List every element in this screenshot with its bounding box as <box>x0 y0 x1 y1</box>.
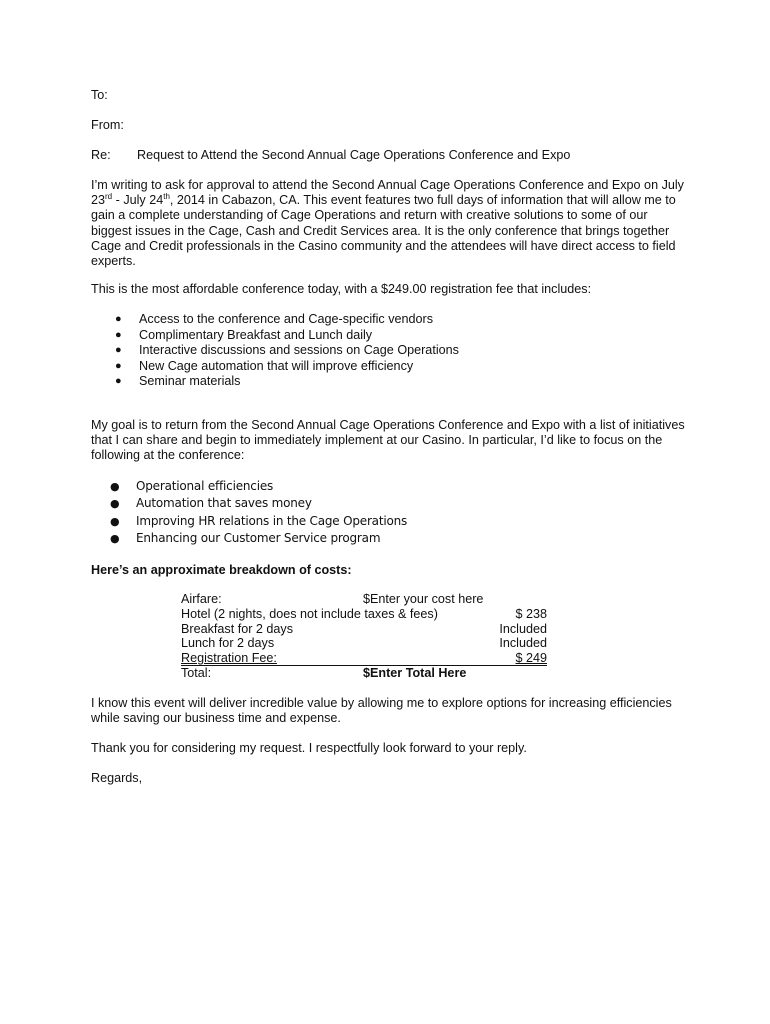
cost-table <box>181 592 547 681</box>
list-item-text: Complimentary Breakfast and Lunch daily <box>139 327 373 342</box>
table-row <box>181 622 547 637</box>
table-row <box>181 666 547 681</box>
bullet-icon: ● <box>115 359 122 372</box>
re-label: Re: <box>91 148 111 162</box>
list-item <box>110 530 407 547</box>
bullet-icon: ● <box>115 344 122 357</box>
intro-sup-1: rd <box>105 192 113 202</box>
list-item <box>113 328 459 344</box>
re-subject: Request to Attend the Second Annual Cage Operations Conference and Expo <box>137 148 571 162</box>
table-row <box>181 592 547 607</box>
thanks-sentence: Thank you for considering my request. I respectfully look forward to your reply. <box>91 741 527 755</box>
hotel-value: $ 238 <box>515 606 547 621</box>
bullet-icon: ● <box>115 313 122 325</box>
bullet-icon: ● <box>115 328 122 341</box>
lunch-label: Lunch for 2 days <box>181 636 275 651</box>
table-row <box>181 607 547 622</box>
list-item <box>113 343 459 359</box>
list-item <box>113 359 459 375</box>
airfare-label: Airfare: <box>181 592 222 606</box>
bullet-icon: ● <box>110 497 120 511</box>
intro-paragraph <box>91 178 691 269</box>
breakfast-value: Included <box>499 621 547 636</box>
from-label: From: <box>91 118 124 132</box>
table-row <box>181 651 547 666</box>
list-item-text: New Cage automation that will improve efficiency <box>139 358 414 373</box>
list-item-text: Seminar materials <box>139 374 241 389</box>
breakfast-label: Breakfast for 2 days <box>181 621 293 636</box>
list-item <box>113 374 459 390</box>
list-item-text: Operational efficiencies <box>136 479 274 493</box>
list-item-text: Enhancing our Customer Service program <box>136 530 381 545</box>
bullet-icon: ● <box>110 531 120 545</box>
list-item <box>113 312 459 328</box>
list-item-text: Improving HR relations in the Cage Operations <box>136 513 408 528</box>
closing: Regards, <box>91 771 143 785</box>
hotel-label: Hotel (2 nights, does not include taxes & fees) <box>181 606 438 621</box>
goal-paragraph: My goal is to return from the Second Annual Cage Operations Conference and Expo with a list of initiatives that I can share and begin to immediately implement at our Casino. In particular, I’d like to focus on the following at the conference: <box>91 418 685 463</box>
bullet-icon: ● <box>110 514 120 528</box>
fee-sentence: This is the most affordable conference today, with a $249.00 registration fee that includes: <box>91 282 592 296</box>
total-label: Total: <box>181 665 212 680</box>
total-divider <box>181 665 547 666</box>
intro-sup-2: th <box>163 192 170 202</box>
table-row <box>181 636 547 651</box>
intro-text-2: - July 24 <box>112 193 164 208</box>
lunch-value: Included <box>499 636 547 651</box>
to-label: To: <box>91 88 108 102</box>
breakdown-heading: Here’s an approximate breakdown of costs: <box>91 563 352 577</box>
list-item <box>110 513 407 530</box>
list-item <box>110 495 407 512</box>
registration-label: Registration Fee: <box>181 651 277 666</box>
total-value: $Enter Total Here <box>363 665 467 680</box>
registration-value: $ 249 <box>515 651 547 666</box>
bullet-icon: ● <box>110 480 120 493</box>
list-item-text: Interactive discussions and sessions on Cage Operations <box>139 343 459 358</box>
intro-text-3: , 2014 in Cabazon, CA. This event features two full days of information that will allow me to gain a complete understanding of Cage Operations and return with creative solutions to some of our biggest issues in the Cage, Cash and Credit Services area. It is the only conference that brings together Cage and Credit professionals in the Casino community and the attendees will have direct access to field experts. <box>91 193 676 269</box>
list-item-text: Automation that saves money <box>136 496 312 511</box>
bullet-icon: ● <box>115 375 122 388</box>
airfare-value: $Enter your cost here <box>363 592 484 606</box>
includes-list <box>113 312 459 390</box>
intro-text-1: I’m writing to ask for approval to attend the Second Annual Cage Operations Conference and Expo on July 23 <box>91 178 684 208</box>
list-item <box>110 478 407 495</box>
list-item-text: Access to the conference and Cage-specific vendors <box>139 312 434 326</box>
focus-list <box>110 478 407 547</box>
value-paragraph: I know this event will deliver incredible value by allowing me to explore options for increasing efficiencies while saving our business time and expense. <box>91 696 672 726</box>
